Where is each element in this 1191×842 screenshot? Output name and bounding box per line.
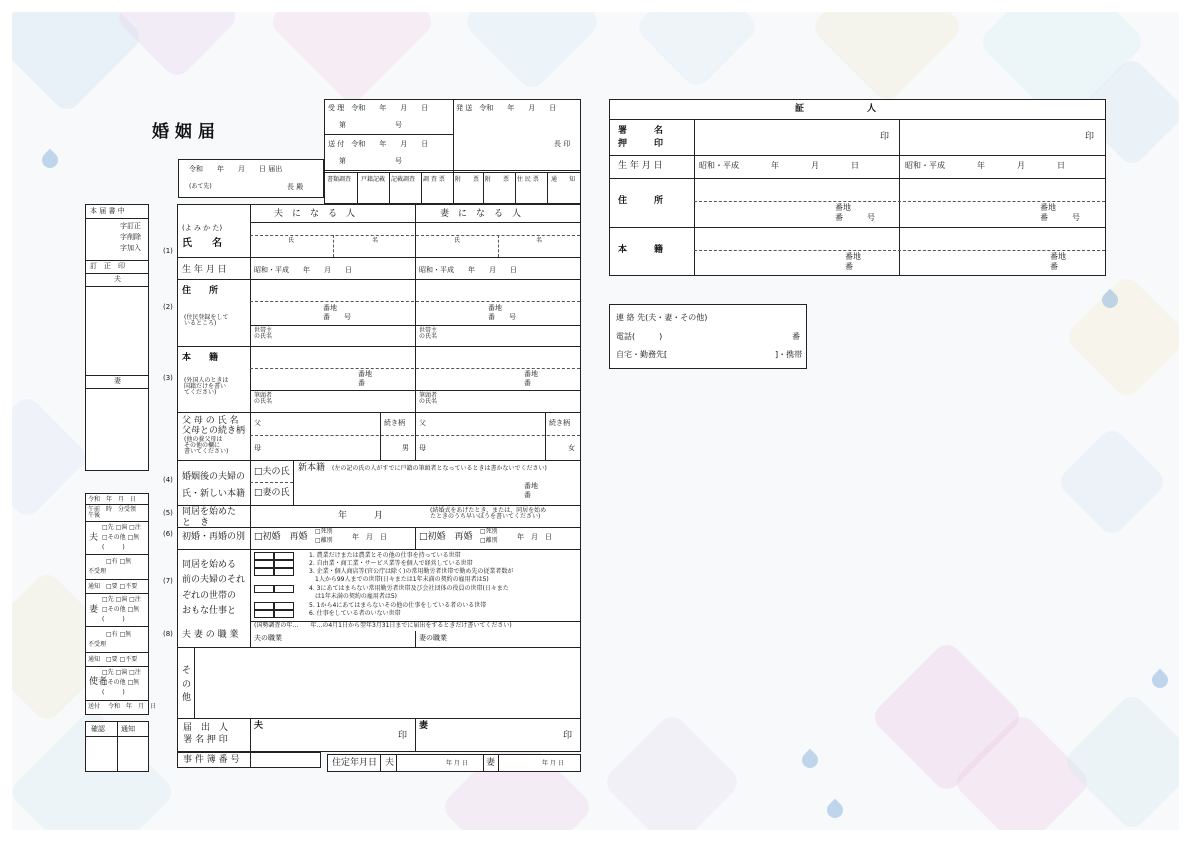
case-number-box: 事 件 簿 番 号 (177, 752, 321, 768)
correction-column: 本 届 書 中 字訂正 字削除 字加入 訂 正 印 夫 妻 (85, 204, 149, 471)
filing-date-box: 令和 年 月 日 届出 (あて先) 長 殿 (178, 159, 324, 198)
confirm-box: 確認 通知 (85, 721, 149, 772)
contact-box: 連 絡 先(夫・妻・その他) 電話( ) 番 自宅・勤務先[ ]・携帯 (609, 304, 807, 369)
office-check-row: 書類調査 戸籍記載 記載調査 調 査 票 附 票 附 票 住 民 票 通 知 (324, 172, 581, 204)
entry-date-box: 住定年月日 夫 年 月 日 妻 年 月 日 (327, 754, 581, 772)
signature-row: 届 出 人 署 名 押 印 夫 印 妻 印 (177, 718, 581, 752)
main-form: 夫 に な る 人 妻 に な る 人 (よ み か た) 氏 名 氏 名 氏 名 生 年 月 日 昭和・平成 年 月 日 昭和・平成 年 月 日 住 所 (住民登録をして いるところ) 番地 番 号 番地 番 号 世帯主 の氏名 世帯主 の氏名 本 籍 (外国人のときは 国籍だけを書い てください) 番地 番 番地 番 筆頭者 の氏名 筆頭者 の氏名 父 母 の 氏 名 父母との続き柄 (他の養父母は その他の欄に 書いてください) 父 続き柄 父 続き柄 母 男 母 女 婚姻後の夫婦の 氏・新しい本籍 □夫の氏 □妻の氏 新本籍 (左の記の氏の人がすでに戸籍の筆頭者となっているときは書かないでください) 番地 番 同居を始めた と き 年 月 (結婚式をあげたとき、または、同居を始め たときのうち早いほうを書いてください) 初婚・再婚の別 □初婚 再婚 □死別 □離別 年 月 日 □初婚 再婚 □死別 □離別 年 月 日 同居を始める 前の夫婦のそれ ぞれの世帯の おもな仕事と 1. 農業だけまたは農業とその他の仕事を持っている世帯 2. 自由業・商工業・サービス業等を個人で経営している世帯 3. 企業・個人商店等(官公庁は除く)の常用勤労者世帯で勤め先の従業者数が 1人から99人までの世帯(日々または1年未満の契約の雇用者は5) 4. 3にあてはまらない常用勤労者世帯及び会社団体の役員の世帯(日々また は1年未満の契約の雇用者は5) 5. 1から4にあてはまらないその他の仕事をしている者のいる世帯 6. 仕事をしている者のいない世帯 夫 妻 の 職 業 (国勢調査の年… 年…の4月1日から翌年3月31日までに届出をするときだけ書いてください) 夫の職業 妻の職業 そ の 他 (177, 204, 581, 719)
receipt-column: 令和 年 月 日 午前 時 分受領 午後 夫 □先 □演 □注 □その他 □無 ( ) 不受理 □有 □無 通知 □要 □不要 妻 □先 □演 □注 □その他 □無 ( ) 不受理 □有 □無 通知 □要 □不要 使者 □先 □演 □注 □その他 □無 ( ) 送付 令和 年 月 日 (85, 493, 149, 715)
marriage-registration-form: 婚 姻 届 受 理 令和 年 月 日 第 号 送 付 令和 年 月 日 第 号 発 送 令和 年 月 日 長 印 書類調査 戸籍記載 記載調査 調 査 票 附 票 附 票 住 民 票 通 知 令和 年 月 日 届出 (あて先) 長 殿 本 届 書 中 字訂正 字削除 字加入 訂 正 印 夫 妻 令和 年 月 日 午前 時 分受領 午後 夫 □先 □演 □注 □その他 □無 ( ) 不受理 □有 □無 通知 □要 □不要 妻 □先 □演 □注 □その他 □無 ( ) 不受理 □有 □無 通知 □要 □不要 使者 □先 □演 □注 □その他 □無 ( ) 送付 令和 年 月 日 確認 通知 (1) (2) (3) (4) (5) (6) (7) (8) 夫 に な る 人 妻 に な る 人 (よ み か た) 氏 名 氏 名 氏 名 生 年 月 日 昭和・平成 年 月 日 昭和・平成 年 月 日 住 所 (住民登録をして いるところ) 番地 番 号 番地 番 号 世帯主 の氏名 世帯主 の氏名 本 籍 (外国人のときは 国籍だけを書い てください) 番地 番 番地 番 筆頭者 の氏名 筆頭者 の氏名 父 母 の 氏 名 父母との続き柄 (他の養父母は その他の欄に 書いてください) 父 続き柄 父 続き柄 母 男 母 女 婚姻後の夫婦の 氏・新しい本籍 □夫の氏 □妻の氏 新本籍 (左の記の氏の人がすでに戸籍の筆頭者となっているときは書かないでください) 番地 番 同居を始めた と き 年 月 (結婚式をあげたとき、または、同居を始め たときのうち早いほうを書いてください) 初婚・再婚の別 □初婚 再婚 □死別 □離別 年 月 日 □初婚 再婚 □死別 □離別 年 月 日 同居を始める 前の夫婦のそれ ぞれの世帯の おもな仕事と 1. 農業だけまたは農業とその他の仕事を持っている世帯 2. 自由業・商工業・サービス業等を個人で経営している世帯 3. 企業・個人商店等(官公庁は除く)の常用勤労者世帯で勤め先の従業者数が 1人から99人までの世帯(日々または1年未満の契約の雇用者は5) 4. 3にあてはまらない常用勤労者世帯及び会社団体の役員の世帯(日々また は1年未満の契約の雇用者は5) 5. 1から4にあてはまらないその他の仕事をしている者のいる世帯 6. 仕事をしている者のいない世帯 夫 妻 の 職 業 (国勢調査の年… 年…の4月1日から翌年3月31日までに届出をするときだけ書いてください) 夫の職業 妻の職業 そ の 他 届 出 人 署 名 押 印 夫 印 妻 印 事 件 簿 番 号 住定年月日 夫 年 月 日 妻 年 月 日 証 人 署 名 押 印 印 印 生 年 月 日 昭和・平成 年 月 日 昭和・平成 年 月 日 住 所 番地 番 号 番地 番 号 本 籍 番地 番 番地 番 連 絡 先(夫・妻・その他) 電話( ) 番 自宅・勤務先[ ]・携帯 (0, 0, 1191, 842)
form-title: 婚 姻 届 (152, 122, 215, 142)
witness-box: 証 人 署 名 押 印 印 印 生 年 月 日 昭和・平成 年 月 日 昭和・平成 年 月 日 住 所 番地 番 号 番地 番 号 本 籍 番地 番 番地 番 (609, 99, 1106, 276)
office-use-box: 受 理 令和 年 月 日 第 号 送 付 令和 年 月 日 第 号 発 送 令和 年 月 日 長 印 (324, 99, 581, 177)
